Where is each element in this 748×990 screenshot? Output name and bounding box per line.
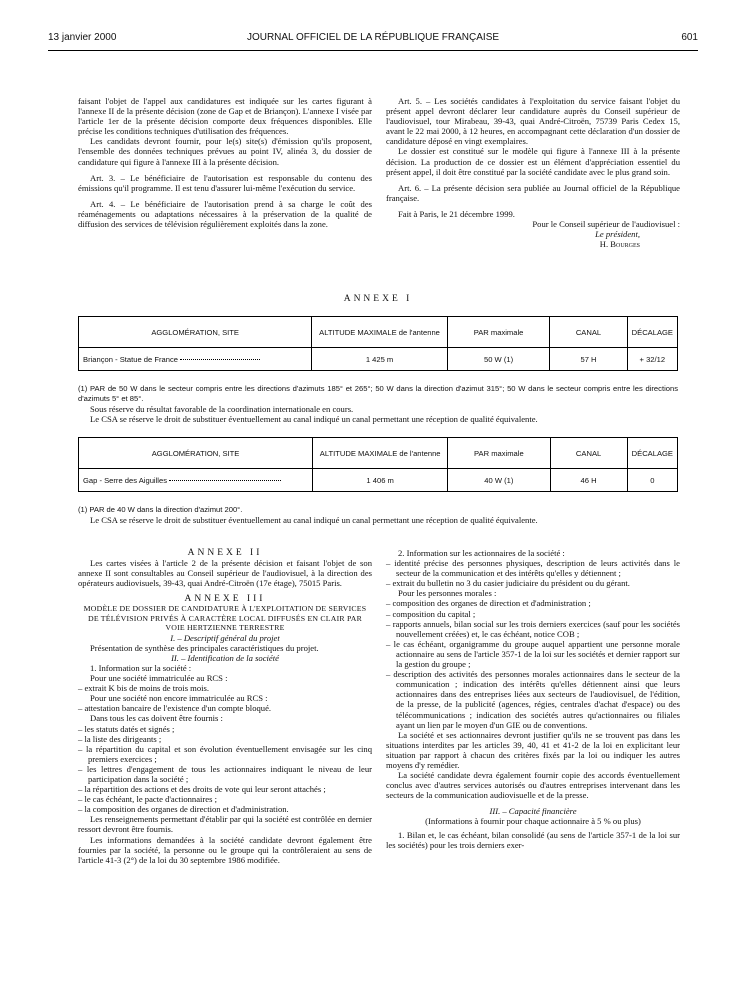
- article-6: Art. 6. – La présente décision sera publiée au Journal officiel de la République française.: [386, 182, 680, 203]
- col-header-altitude: ALTITUDE MAXIMALE de l'antenne: [312, 317, 448, 348]
- annex-3-title: ANNEXE III: [184, 594, 266, 605]
- list-item: – identité précise des personnes physiques, description de leurs activités dans le secteur de la communication et des intérêts qu'elles y détiennent ;: [386, 558, 680, 579]
- col-header-decalage: DÉCALAGE: [627, 317, 677, 348]
- list-item: – composition des organes de direction et d'administration ;: [386, 598, 591, 609]
- section-subtitle: (Informations à fournir pour chaque actionnaire à 5 % ou plus): [425, 816, 641, 827]
- journal-title: JOURNAL OFFICIEL DE LA RÉPUBLIQUE FRANÇAISE: [246, 32, 500, 43]
- paragraph: La société candidate devra également fournir copie des accords éventuellement conclus avec d'autres services autorisés ou d'autres entreprises intervenant dans les secteurs de la communication audiovisuelle et de la presse.: [386, 770, 680, 801]
- list-item: – la composition des organes de direction et d'administration.: [78, 804, 289, 815]
- col-header-altitude: ALTITUDE MAXIMALE de l'antenne: [313, 438, 448, 469]
- paragraph: Les informations demandées à la société candidate devront également être fournies par la société, la personne ou le groupe qui la contrôleraient au sens de l'article 41-3 (2°) de la loi du 30 septembre 1986 modifiée.: [78, 834, 372, 865]
- annex-3-model-title: MODÈLE DE DOSSIER DE CANDIDATURE À L'EXPLOITATION DE SERVICES DE TÉLÉVISION PRIVÉS À CARACTÈRE LOCAL DIFFUSÉS EN CLAIR PAR VOIE HERTZIENNE TERRESTRE: [83, 604, 367, 633]
- article-3: Art. 3. – Le bénéficiaire de l'autorisation est responsable du contenu des émissions qu'il programme. Il est tenu d'assurer lui-même l'exécution du service.: [78, 172, 372, 193]
- col-header-decalage: DÉCALAGE: [627, 438, 677, 469]
- cell-site: Gap - Serre des Aiguilles: [79, 469, 313, 492]
- cell-par: 40 W (1): [448, 469, 550, 492]
- page-number: 601: [681, 32, 698, 43]
- col-header-canal: CANAL: [550, 438, 627, 469]
- annex-1-title: ANNEXE I: [343, 294, 413, 304]
- section-title: III. – Capacité financière: [489, 806, 577, 817]
- right-column-top: [386, 96, 680, 249]
- article-5: Art. 5. – Les sociétés candidates à l'exploitation du service faisant l'objet du présent appel devront déclarer leur candidature auprès du Conseil supérieur de l'audiovisuel, tour Mirabeau, 39-43, quai André-Citroën, 75739 Paris Cedex 15, avant le 22 mai 2000, à 12 heures, en accompagnant cette déclaration d'un dossier de candidature déposé en vingt exemplaires.: [386, 96, 680, 147]
- paragraph: Sous réserve du résultat favorable de la coordination internationale en cours.: [90, 404, 354, 415]
- cell-canal: 57 H: [550, 348, 627, 371]
- list-item: – les statuts datés et signés ;: [78, 723, 175, 734]
- cell-par: 50 W (1): [447, 348, 550, 371]
- list-item: 1. Information sur la société :: [90, 662, 192, 673]
- left-column-top: [78, 96, 372, 229]
- frequency-table-gap: [78, 437, 678, 492]
- list-item: – composition du capital ;: [386, 608, 476, 619]
- list-item: Pour une société immatriculée au RCS :: [90, 673, 228, 684]
- table-row: [79, 348, 678, 371]
- header-date: 13 janvier 2000: [48, 32, 117, 43]
- list-item: – description des activités des personnes morales actionnaires dans le secteur de la communication ; indication des intérêts qu'elles détiennent ainsi que leurs actionnaires dans des entreprises liées aux secteurs de l'audiovisuel, de l'édition, de la presse, de la publicité (agences, régies, centrales d'achat d'espace) ou des télécommunications ; indication des sociétés autres qu'actionnaires ou filiales ayant un lien par le moyen d'un GIE ou de conventions.: [386, 669, 680, 730]
- cell-altitude: 1 406 m: [313, 469, 448, 492]
- paragraph: Le CSA se réserve le droit de substituer éventuellement au canal indiqué un canal permettant une réception de qualité équivalente.: [90, 515, 538, 526]
- cell-altitude: 1 425 m: [312, 348, 448, 371]
- signature-name: H. Bourges: [599, 239, 640, 250]
- section-title: II. – Identification de la société: [171, 652, 279, 663]
- list-item: – extrait du bulletin no 3 du casier judiciaire du président ou du gérant.: [386, 578, 630, 589]
- annex-1-notes-b: [78, 505, 678, 525]
- list-item: – attestation bancaire de l'existence d'un compte bloqué.: [78, 703, 272, 714]
- list-item: Dans tous les cas doivent être fournis :: [90, 713, 223, 724]
- col-header-par: PAR maximale: [448, 438, 550, 469]
- list-item: – rapports annuels, bilan social sur les trois derniers exercices (sauf pour les sociétés nouvellement créées) et, le cas échéant, notice COB ;: [386, 618, 680, 639]
- annex-2-text: Les cartes visées à l'article 2 de la présente décision et faisant l'objet de son annexe II sont consultables au Conseil supérieur de l'audiovisuel, à la direction des opérateurs audiovisuels, 39-43, quai André-Citroën (17e étage), 75015 Paris.: [78, 558, 372, 589]
- article-4: Art. 4. – Le bénéficiaire de l'autorisation prend à sa charge le coût des réaménagements ou adaptations nécessaires à la préservation de la qualité de diffusion des services de télévision régulièrement exploités dans la zone.: [78, 198, 372, 230]
- col-header-canal: CANAL: [550, 317, 627, 348]
- paragraph: Les candidats devront fournir, pour le(s) site(s) d'émission qu'ils proposent, l'ensemble des données techniques prévues au point IV, alinéa 3, du dossier de candidature qui figure à l'annexe III à la présente décision.: [78, 136, 372, 167]
- paragraph: faisant l'objet de l'appel aux candidatures est indiquée sur les cartes figurant à l'annexe II de la présente décision (zone de Gap et de Briançon). L'annexe I visée par l'article 1er de la présente décision comporte deux fréquences disponibles. Elle précise les conditions techniques d'utilisation des fréquences.: [78, 96, 372, 137]
- footnote: (1) PAR de 40 W dans la direction d'azimut 200°.: [78, 505, 243, 514]
- paragraph: La société et ses actionnaires devront justifier qu'ils ne se trouvent pas dans les situations interdites par les articles 39, 40, 41 et 41-2 de la loi en explicitant leur situation par rapport à chacun des critères fixés par la loi ou indiquer les autres moyens d'y remédier.: [386, 729, 680, 770]
- list-item: 2. Information sur les actionnaires de la société :: [398, 548, 565, 558]
- paragraph: Le CSA se réserve le droit de substituer éventuellement au canal indiqué un canal permettant une réception de qualité équivalente.: [90, 414, 538, 425]
- list-item: – la liste des dirigeants ;: [78, 733, 162, 744]
- list-item: Pour une société non encore immatriculée au RCS :: [90, 693, 268, 704]
- paragraph: Présentation de synthèse des principales caractéristiques du projet.: [90, 642, 319, 653]
- signature-role: Le président,: [595, 229, 640, 240]
- list-item: – les lettres d'engagement de tous les actionnaires indiquant le niveau de leur participation dans la société ;: [78, 763, 372, 784]
- section-title: I. – Descriptif général du projet: [170, 632, 280, 643]
- col-header-site: AGGLOMÉRATION, SITE: [79, 317, 312, 348]
- cell-decalage: 0: [627, 469, 677, 492]
- col-header-site: AGGLOMÉRATION, SITE: [79, 438, 313, 469]
- footnote: (1) PAR de 50 W dans le secteur compris entre les directions d'azimuts 185° et 265°; 50 W dans la direction d'azimut 315°; 50 W dans le secteur compris entre les directions d'azimuts 5° et 85°.: [78, 384, 678, 404]
- annex-1-notes-a: [78, 384, 678, 424]
- right-column-bottom: [386, 548, 680, 850]
- paragraph: Le dossier est constitué sur le modèle qui figure à l'annexe III à la présente décision. La production de ce dossier est un élément d'appréciation essentiel du présent appel, il doit être constitué par la société candidate avec le plus grand soin.: [386, 146, 680, 177]
- list-item: – extrait K bis de moins de trois mois.: [78, 683, 210, 694]
- table-row: [79, 469, 678, 492]
- list-item: – le cas échéant, organigramme du groupe auquel appartient une personne morale actionnaire au sens de l'article 357-1 de la loi sur les sociétés et dernier rapport sur la gestion du groupe ;: [386, 638, 680, 670]
- col-header-par: PAR maximale: [447, 317, 550, 348]
- frequency-table-briancon: [78, 316, 678, 371]
- left-column-bottom: [78, 548, 372, 865]
- cell-canal: 46 H: [550, 469, 627, 492]
- list-item: – le cas échéant, le pacte d'actionnaires ;: [78, 794, 217, 805]
- list-item: – la répartition du capital et son évolution éventuellement envisagée sur les cinq premiers exercices ;: [78, 743, 372, 764]
- signature-date: Fait à Paris, le 21 décembre 1999.: [398, 208, 515, 219]
- annex-2-title: ANNEXE II: [187, 548, 263, 558]
- page-header: [48, 32, 698, 51]
- list-item: Pour les personnes morales :: [398, 588, 497, 599]
- paragraph: 1. Bilan et, le cas échéant, bilan consolidé (au sens de l'article 357-1 de la loi sur les sociétés) pour les trois derniers exer-: [386, 829, 680, 850]
- cell-decalage: + 32/12: [627, 348, 677, 371]
- list-item: – la répartition des actions et des droits de vote qui leur seront attachés ;: [78, 784, 326, 795]
- signature-authority: Pour le Conseil supérieur de l'audiovisuel :: [532, 219, 680, 230]
- cell-site: Briançon - Statue de France: [79, 348, 312, 371]
- paragraph: Les renseignements permettant d'établir par qui la société est contrôlée en dernier ressort devront être fournis.: [78, 814, 372, 835]
